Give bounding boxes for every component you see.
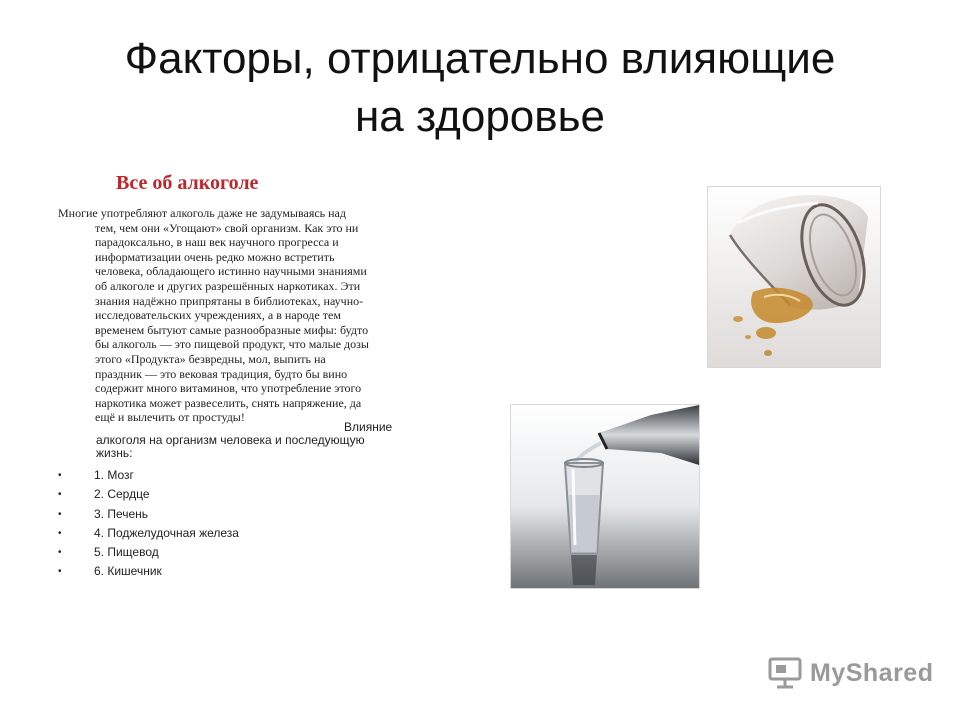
- pouring-vodka-photo: [510, 404, 700, 589]
- effect-intro: [96, 421, 436, 460]
- section-subtitle: Все об алкоголе: [116, 172, 259, 194]
- bullet: •: [58, 508, 62, 520]
- intro-line: праздник — это вековая традиция, будто бы вино: [95, 366, 348, 381]
- intro-line: знания надёжно припрятаны в библиотеках, научно-: [95, 293, 364, 308]
- list-item-text: 3. Печень: [94, 506, 149, 521]
- list-item-text: 1. Мозг: [94, 468, 134, 482]
- bullet: •: [58, 566, 62, 578]
- intro-line: информатизации очень редко можно встретить: [95, 249, 335, 264]
- spilled-glass-photo: [707, 186, 881, 368]
- intro-line: исследовательских учреждениях, а в народе тем: [95, 308, 341, 323]
- effect-line: жизнь:: [96, 446, 133, 460]
- spilled-glass-illustration: [708, 187, 880, 367]
- list-item-text: 4. Поджелудочная железа: [94, 525, 239, 540]
- list-item-text: 5. Пищевод: [94, 545, 159, 560]
- intro-line: парадоксально, в наш век научного прогресса и: [95, 235, 339, 250]
- intro-line: об алкоголе и других разрешённых наркотиках. Эти: [95, 278, 361, 293]
- intro-line: бы алкоголь — это пищевой продукт, что малые дозы: [95, 337, 369, 352]
- intro-line: Многие употребляют алкоголь даже не задумываясь над: [58, 206, 346, 220]
- intro-line: содержит много витаминов, что употребление этого: [95, 381, 362, 396]
- watermark-text: MyShared: [810, 658, 934, 687]
- title-line-2: на здоровье: [354, 92, 606, 141]
- bullet: •: [58, 547, 62, 559]
- intro-line: этого «Продукта» безвредны, мол, выпить на: [95, 351, 326, 366]
- intro-paragraph: [58, 206, 463, 425]
- list-item-text: 6. Кишечник: [94, 564, 162, 579]
- list-item-text: 2. Сердце: [94, 487, 150, 502]
- bullet: •: [58, 527, 62, 539]
- effect-line: алкоголя на организм человека и последующую: [96, 433, 365, 447]
- intro-line: человека, обладающего истинно научными знаниями: [95, 264, 367, 279]
- bullet: •: [58, 470, 62, 481]
- intro-line: ещё и вылечить от простуды!: [95, 410, 245, 425]
- title-line-1: Факторы, отрицательно влияющие: [124, 34, 836, 83]
- intro-line: временем бытуют самые разнообразные мифы: будто: [95, 322, 369, 337]
- watermark: [768, 655, 933, 691]
- intro-line: наркотика может развеселить, снять напряжение, да: [95, 395, 362, 410]
- effect-line: Влияние: [344, 420, 393, 434]
- intro-line: тем, чем они «Угощают» свой организм. Как это ни: [95, 220, 359, 235]
- presentation-icon: [768, 656, 804, 690]
- bullet: •: [58, 489, 62, 501]
- slide-title: [60, 30, 900, 146]
- pouring-bottle-illustration: [511, 405, 699, 588]
